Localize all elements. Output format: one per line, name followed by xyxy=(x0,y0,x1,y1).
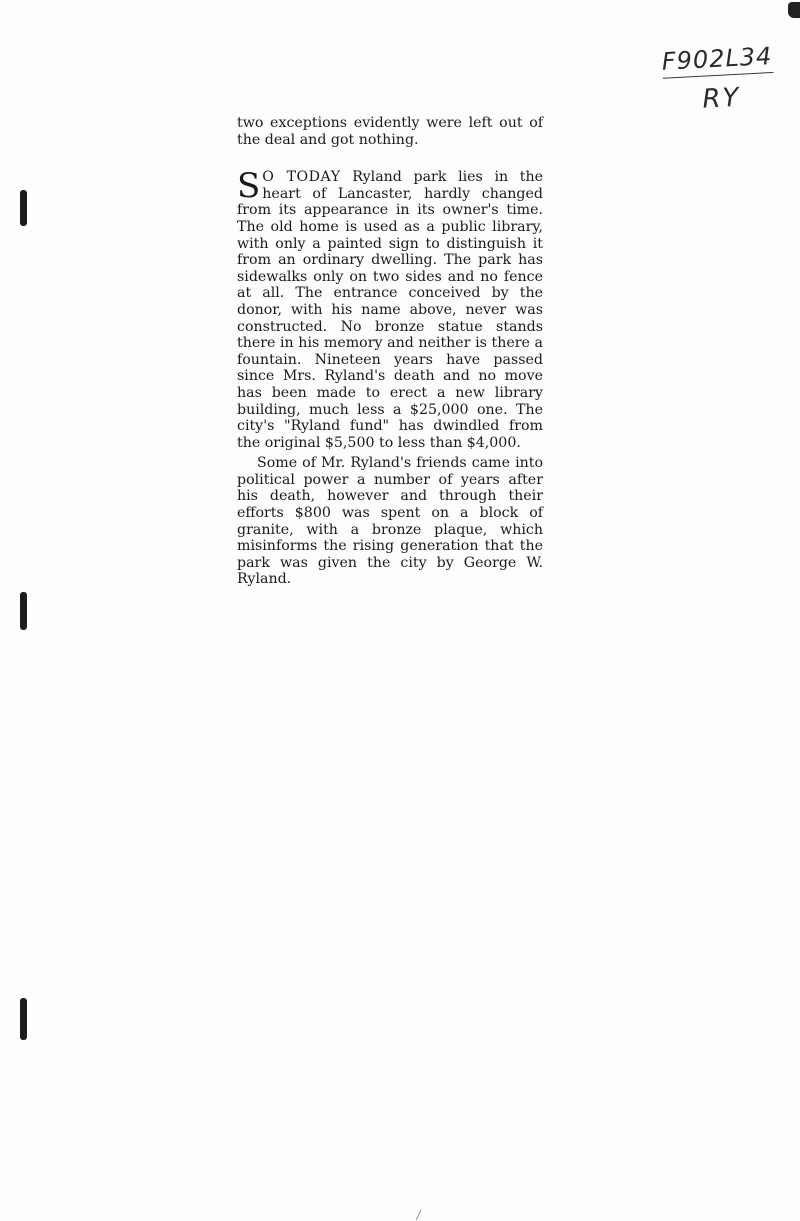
initials: RY xyxy=(702,82,742,115)
lead-in: O TODAY xyxy=(262,169,341,186)
binding-mark xyxy=(20,190,27,226)
binding-mark xyxy=(20,592,27,630)
article-column xyxy=(237,115,543,588)
paragraph-1-text: Ryland park lies in the heart of Lancaster, hardly changed from its appearance in its owner's time. The old home is used as a public library, with only a painted sign to distinguish it from an ordinary dwelling. The park has sidewalks only on two sides and no fence at all. The entrance conceived by the donor, with his name above, never was constructed. No bronze statue stands there in his memory and neither is there a fountain. Nineteen years have passed since Mrs. Ryland's death and no move has been made to erect a new library building, much less a $25,000 one. The city's "Ryland fund" has dwindled from the original $5,500 to less than $4,000. xyxy=(237,169,543,451)
continuation-text: two exceptions evidently were left out of the deal and got nothing. xyxy=(237,115,543,148)
paragraph-1 xyxy=(237,166,543,451)
paragraph-2: Some of Mr. Ryland's friends came into political power a number of years after his death, however and through their efforts $800 was spent on a block of granite, with a bronze plaque, which misinforms the rising generation that the park was given the city by George W. Ryland. xyxy=(237,455,543,588)
binding-mark xyxy=(20,998,27,1040)
drop-cap: S xyxy=(237,166,261,207)
handwritten-note xyxy=(662,42,776,117)
catalog-number: F902L34 xyxy=(662,42,774,79)
corner-mark xyxy=(788,2,800,18)
bottom-mark xyxy=(416,1210,434,1220)
